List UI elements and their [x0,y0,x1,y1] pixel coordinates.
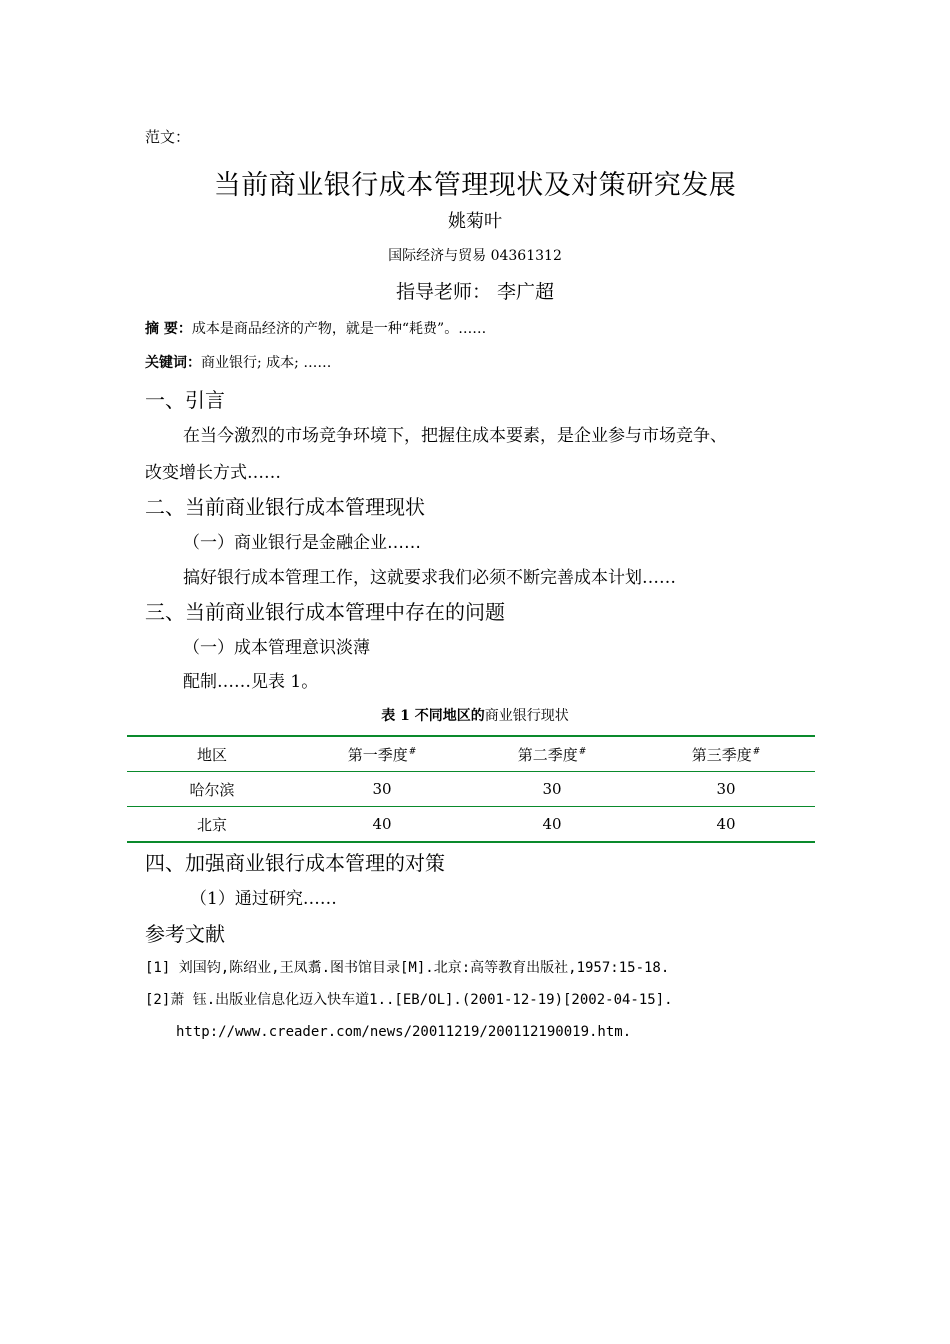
section-heading-status: 二、当前商业银行成本管理现状 [145,495,425,519]
table-row [127,772,815,807]
subheading-countermeasures-1: （1）通过研究…… [190,889,337,909]
references-heading: 参考文献 [145,922,225,946]
section-heading-problems: 三、当前商业银行成本管理中存在的问题 [145,600,505,624]
major-and-id: 国际经济与贸易 04361312 [388,248,562,264]
table-cell: 哈尔滨 [127,772,297,807]
keywords-label: 关键词： [145,355,201,371]
section-intro-paragraph-line2: 改变增长方式…… [145,463,281,483]
table-cell: 40 [637,807,815,843]
author-name: 姚菊叶 [448,211,502,232]
abstract-text: 成本是商品经济的产物，就是一种“耗费”。…… [191,321,487,337]
keywords-text: 商业银行; 成本; …… [201,355,332,371]
keywords [145,352,331,372]
abstract [145,318,486,338]
table-header-cell: 第三季度# [637,736,815,772]
table-cell: 40 [467,807,637,843]
table-cell: 北京 [127,807,297,843]
abstract-label: 摘 要： [145,321,192,337]
table-caption [0,705,950,725]
table-header-row [127,736,815,772]
reference-item: [2]萧 钰.出版业信息化迈入快车道1..[EB/OL].(2001-12-19)[2002-04-15]. [145,992,673,1008]
section-problems-paragraph: 配制……见表 1。 [183,672,319,692]
region-bank-table [127,735,815,843]
paper-title: 当前商业银行成本管理现状及对策研究发展 [213,170,737,201]
table-cell: 40 [297,807,467,843]
advisor: 指导老师： 李广超 [395,281,555,303]
table-caption-rest: 商业银行现状 [484,708,569,724]
table-cell: 30 [467,772,637,807]
subheading-status-1: （一）商业银行是金融企业…… [183,533,421,553]
table-header-cell: 地区 [127,736,297,772]
section-heading-countermeasures: 四、加强商业银行成本管理的对策 [145,851,445,875]
table-header-cell: 第二季度# [467,736,637,772]
table-cell: 30 [637,772,815,807]
reference-url: http://www.creader.com/news/20011219/200112190019.htm. [176,1024,632,1040]
table-cell: 30 [297,772,467,807]
table-row [127,807,815,843]
table-caption-bold: 表 1 不同地区的 [381,708,485,724]
sample-label: 范文： [145,128,191,146]
subheading-problems-1: （一）成本管理意识淡薄 [183,638,370,658]
section-status-paragraph: 搞好银行成本管理工作，这就要求我们必须不断完善成本计划…… [183,568,676,588]
section-heading-intro: 一、引言 [145,388,225,412]
section-intro-paragraph-line1: 在当今激烈的市场竞争环境下，把握住成本要素，是企业参与市场竞争、 [183,426,727,446]
table-header-cell: 第一季度# [297,736,467,772]
reference-item: [1] 刘国钧,陈绍业,王凤翥.图书馆目录[M].北京:高等教育出版社,1957:15-18. [145,960,670,976]
